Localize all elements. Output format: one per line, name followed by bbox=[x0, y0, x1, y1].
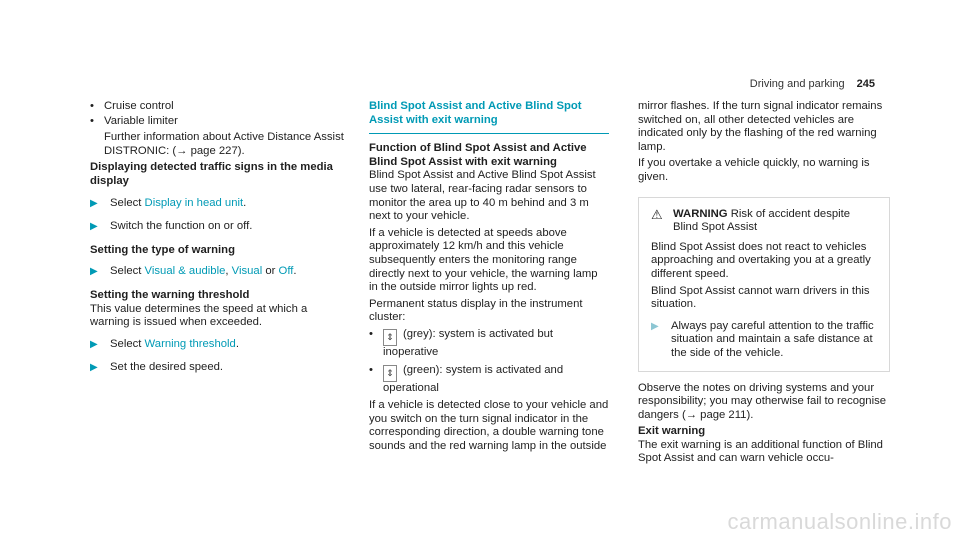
bullet-icon: • bbox=[90, 114, 94, 127]
function-text: Blind Spot Assist and Active Blind Spot Assist use two lateral, rear-facing radar sensors to monitor the area up to 40 m behind and 3 m next to your vehicle. bbox=[369, 169, 596, 223]
step-arrow-icon: ▶ bbox=[90, 362, 98, 374]
warning-box bbox=[638, 197, 890, 372]
page-header bbox=[750, 78, 875, 92]
warning-paragraph: Blind Spot Assist cannot warn drivers in this situation. bbox=[651, 284, 870, 311]
warning-triangle-icon: ⚠ bbox=[651, 206, 663, 222]
step-arrow-icon: ▶ bbox=[651, 320, 659, 332]
bullet-icon: • bbox=[369, 363, 373, 376]
menu-link-display-in-head-unit[interactable]: Display in head unit bbox=[144, 196, 244, 209]
heading-warning-type: Setting the type of warning bbox=[90, 243, 235, 256]
bullet-icon: • bbox=[369, 327, 373, 340]
heading-threshold: Setting the warning threshold bbox=[90, 288, 250, 301]
step-arrow-icon: ▶ bbox=[90, 221, 98, 233]
heading-traffic-signs: Displaying detected traffic signs in the media display bbox=[90, 161, 333, 187]
section-heading: Blind Spot Assist and Active Blind Spot Assist with exit warning bbox=[369, 100, 582, 126]
list-item bbox=[369, 364, 609, 396]
list-item-text: Variable limiter bbox=[104, 114, 178, 127]
status-green-text: (green): system is activated and operational bbox=[383, 363, 564, 394]
warning-header bbox=[651, 208, 877, 235]
exit-text: The exit warning is an additional function of Blind Spot Assist and can warn vehicle occu- bbox=[638, 438, 883, 465]
list-item bbox=[369, 328, 609, 360]
exit-heading: Exit warning bbox=[638, 425, 706, 438]
overtake-text: If you overtake a vehicle quickly, no warning is given. bbox=[638, 157, 870, 183]
further-info: Further information about Active Distance Assist DISTRONIC: (→ page 227). bbox=[104, 131, 344, 157]
bullet-icon: • bbox=[90, 100, 94, 112]
list-item bbox=[90, 100, 348, 114]
list-item-text: Cruise control bbox=[104, 100, 174, 112]
warning-step: ▶ Always pay careful attention to the traffic situation and maintain a safe distance at the side of the vehicle. bbox=[651, 319, 874, 359]
switch-text: If a vehicle is detected close to your vehicle and you switch on the turn signal indicator in the corresponding direction, a double warning tone sounds and the red warning lamp in the outside bbox=[369, 399, 609, 452]
column-3 bbox=[638, 100, 890, 469]
section-title: Driving and parking bbox=[749, 78, 845, 90]
step-arrow-icon: ▶ bbox=[90, 197, 98, 209]
menu-link-visual[interactable]: Visual bbox=[231, 265, 263, 278]
status-grey-text: (grey): system is activated but inoperative bbox=[383, 327, 554, 358]
threshold-text: This value determines the speed at which a warning is issued when exceeded. bbox=[90, 302, 308, 329]
mirror-text: mirror flashes. If the turn signal indicator remains switched on, all other detected vehicles are indicated only by the flashing of the red warning lamp. bbox=[638, 100, 883, 153]
instruction-step: ▶ Set the desired speed. bbox=[90, 361, 224, 374]
instruction-step: ▶ Select Visual & audible, Visual or Off. bbox=[90, 265, 297, 278]
warning-label: WARNING bbox=[673, 207, 728, 220]
blind-spot-status-icon: ⇕ bbox=[383, 365, 397, 382]
instruction-step: ▶ Select Warning threshold. bbox=[90, 337, 239, 350]
column-1 bbox=[90, 100, 348, 385]
page-number: 245 bbox=[856, 78, 875, 90]
warning-paragraph: Blind Spot Assist does not react to vehicles approaching and overtaking you at a greatly different speed. bbox=[651, 240, 871, 280]
watermark: carmanualsonline.info bbox=[727, 509, 952, 534]
instruction-step: ▶ Switch the function on or off. bbox=[90, 220, 253, 233]
step-arrow-icon: ▶ bbox=[90, 266, 98, 278]
column-2 bbox=[369, 100, 609, 456]
list-item bbox=[90, 115, 348, 129]
observe-text: Observe the notes on driving systems and your responsibility; you may otherwise fail to recognise dangers (→ page 211). bbox=[638, 381, 887, 421]
instruction-step: ▶ Select Display in head unit. bbox=[90, 196, 247, 209]
permanent-text: Permanent status display in the instrument cluster: bbox=[369, 297, 583, 324]
function-heading: Function of Blind Spot Assist and Active Blind Spot Assist with exit warning bbox=[369, 142, 587, 168]
menu-link-off[interactable]: Off bbox=[278, 265, 294, 278]
warning-title: Risk of accident despite Blind Spot Assist bbox=[673, 207, 851, 234]
step-arrow-icon: ▶ bbox=[90, 338, 98, 350]
menu-link-warning-threshold[interactable]: Warning threshold bbox=[144, 337, 236, 350]
section-divider bbox=[369, 133, 609, 134]
blind-spot-status-icon: ⇕ bbox=[383, 329, 397, 346]
menu-link-visual-audible[interactable]: Visual & audible bbox=[144, 265, 226, 278]
detected-text: If a vehicle is detected at speeds above approximately 12 km/h and this vehicle subsequently enters the monitoring range directly next to your vehicle, the warning lamp in the outside mirror lights up red. bbox=[369, 226, 598, 294]
